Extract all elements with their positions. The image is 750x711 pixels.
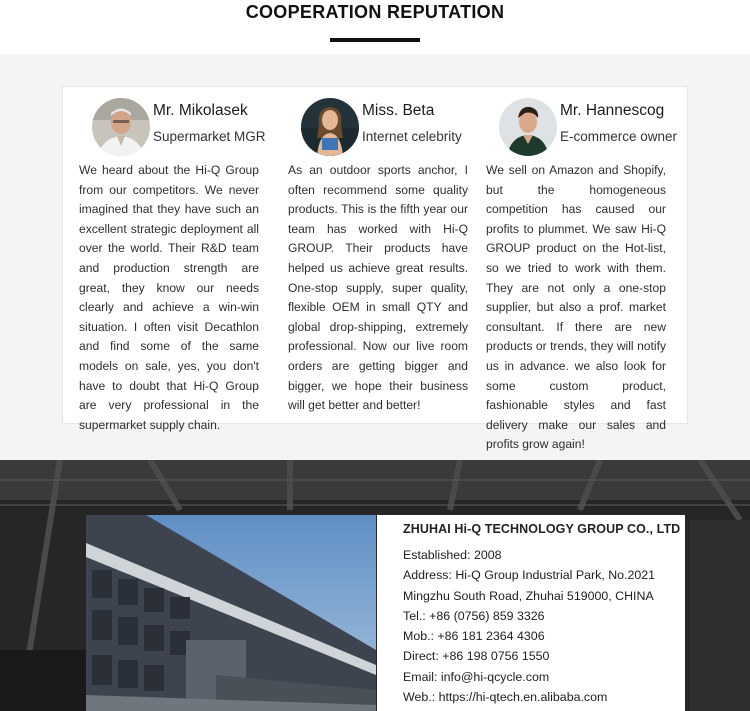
building-photo (86, 515, 376, 711)
company-address-line-2: Mingzhu South Road, Zhuhai 519000, CHINA (403, 588, 654, 603)
company-mobile: Mob.: +86 181 2364 4306 (403, 629, 545, 644)
company-tel: Tel.: +86 (0756) 859 3326 (403, 608, 545, 623)
company-website[interactable]: Web.: https://hi-qtech.en.alibaba.com (403, 690, 608, 705)
avatar-older-man-icon (92, 98, 150, 156)
company-established: Established: 2008 (403, 548, 502, 562)
avatar-young-man-icon (499, 98, 557, 156)
company-address-line-1: Address: Hi-Q Group Industrial Park, No.2021 (403, 568, 656, 583)
testimonial-quote: We heard about the Hi-Q Group from our competitors. We never imagined that they have such an excellent strategic deployment all over the world. Their R&D team and production strength are great, they know our needs clearly and achieve a win-win situation. I often visit Decathlon and find some of the same models on sale, yes, you don't have to doubt that Hi-Q Group are very professional in the supermarket supply chain. (79, 163, 259, 432)
testimonial-name: Mr. Hannescog (560, 102, 665, 119)
testimonial-quote: As an outdoor sports anchor, I often recommend some quality products. This is the fifth year our team has worked with Hi-Q GROUP. Their products have helped us achieve great results. One-stop supply, super quality, flexible OEM in small QTY and global drop-shipping, extremely professional. Now our live room orders are getting bigger and bigger, we hope their business will get better and better! (288, 163, 468, 413)
company-email[interactable]: Email: info@hi-qcycle.com (403, 669, 550, 684)
testimonial-role: Internet celebrity (362, 129, 462, 144)
avatar-woman-icon (301, 98, 359, 156)
company-direct: Direct: +86 198 0756 1550 (403, 649, 550, 664)
testimonial-role: Supermarket MGR (153, 129, 266, 144)
testimonial-name: Mr. Mikolasek (153, 102, 248, 119)
company-info-box (377, 515, 685, 711)
testimonial-role: E-commerce owner (560, 129, 678, 144)
company-name: ZHUHAI Hi-Q TECHNOLOGY GROUP CO., LTD (403, 522, 681, 536)
testimonial-name: Miss. Beta (362, 102, 435, 119)
section-title: COOPERATION REPUTATION (245, 2, 505, 22)
title-underline (330, 38, 420, 42)
testimonial-quote: We sell on Amazon and Shopify, but the homogeneous competition has caused our profits to plummet. We saw Hi-Q GROUP product on the Hot-list, so we tried to work with them. They are not only a one-stop supplier, but also a prof. market consultant. If there are new products or trends, they will notify us in advance. we also look for some custom product, fashionable styles and fast delivery make our sales and profits grow again! (486, 163, 666, 452)
